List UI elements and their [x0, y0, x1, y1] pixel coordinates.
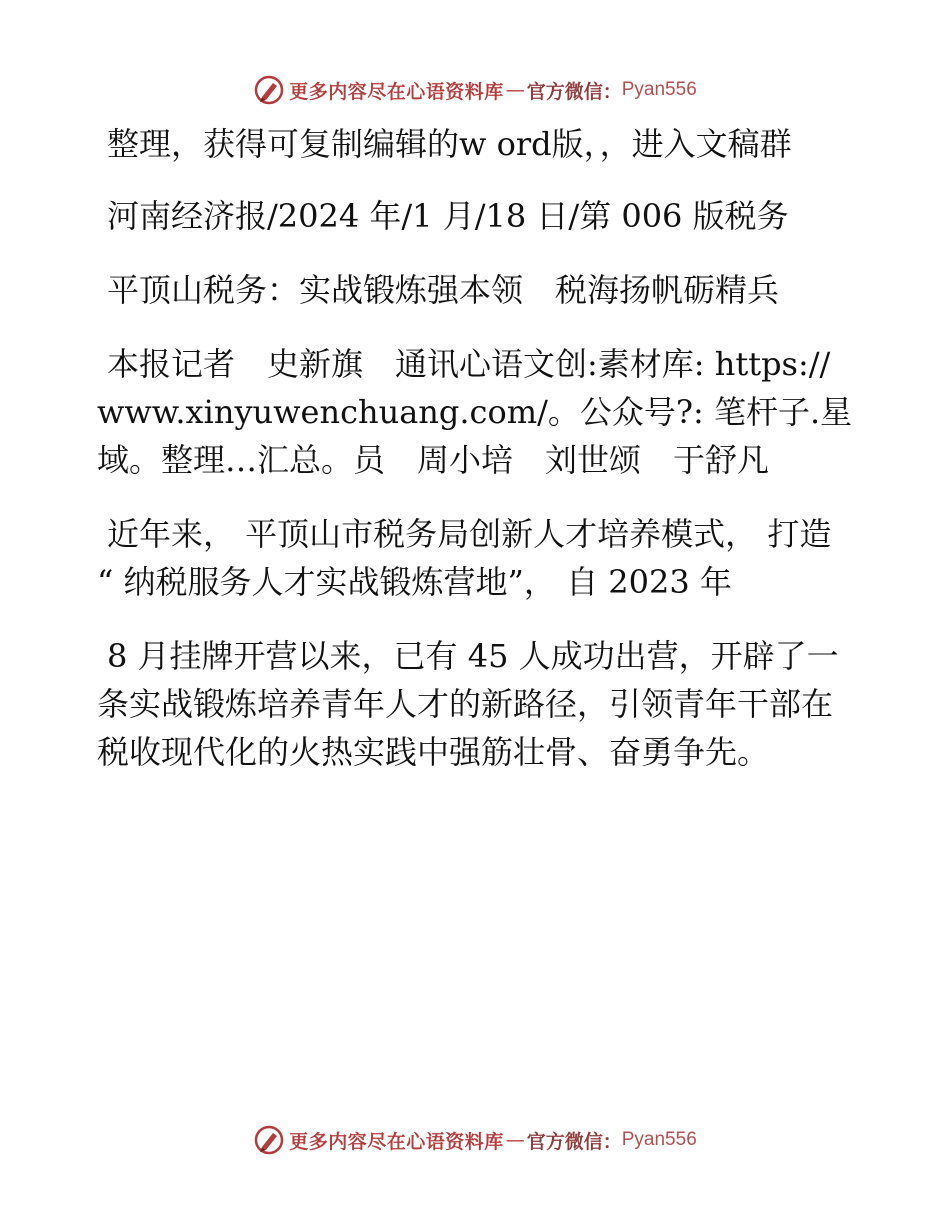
wechat-id: Pyan556: [621, 1129, 697, 1150]
paragraph-byline: 本报记者 史新旗 通讯心语文创:素材库: https://www.xinyuwenchuang.com/。公众号?: 笔杆子.星域。整理…汇总。员 周小培 刘世颂 于舒凡: [97, 345, 853, 479]
paragraph-source: 河南经济报/2024 年/1 月/18 日/第 006 版税务: [107, 197, 789, 235]
pen-logo-icon: [253, 1124, 285, 1156]
header-watermark-banner: [0, 70, 950, 110]
wechat-label: 官方微信：: [526, 80, 622, 103]
paragraph-body-1: 近年来， 平顶山市税务局创新人才培养模式， 打造 “ 纳税服务人才实战锻炼营地”， 自 2023 年: [97, 515, 832, 601]
wechat-id: Pyan556: [621, 79, 697, 100]
banner-separator: —: [505, 79, 525, 101]
wechat-label: 官方微信：: [526, 1130, 622, 1153]
paragraph-body-2: 8 月挂牌开营以来，已有 45 人成功出营，开辟了一条实战锻炼培养青年人才的新路径，引领青年干部在税收现代化的火热实践中强筋壮骨、奋勇争先。: [97, 637, 839, 771]
banner-separator: —: [505, 1129, 525, 1151]
document-body: [97, 120, 857, 802]
footer-watermark-banner: [0, 1120, 950, 1160]
paragraph-headline: 平顶山税务：实战锻炼强本领 税海扬帆砺精兵: [107, 271, 780, 309]
banner-text: 更多内容尽在心语资料库: [289, 80, 504, 103]
banner-text: 更多内容尽在心语资料库: [289, 1130, 504, 1153]
pen-logo-icon: [253, 74, 285, 106]
paragraph-intro: 整理，获得可复制编辑的w ord版，，进入文稿群: [107, 125, 792, 163]
